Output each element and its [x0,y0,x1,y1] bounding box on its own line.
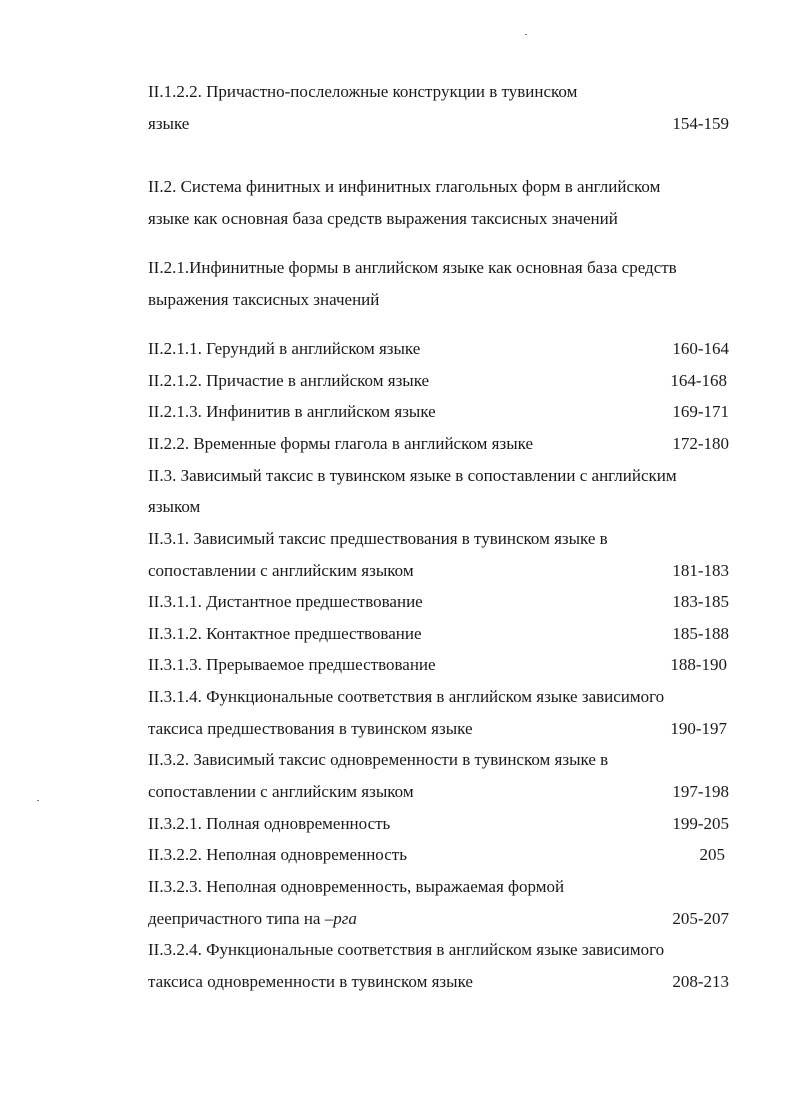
toc-entry-title-cont: сопоставлении с английским языком [148,561,414,580]
toc-page-number: 160-164 [672,339,729,358]
toc-entry-title: II.3.1.1. Дистантное предшествование [148,592,423,611]
toc-entry-title-cont: таксиса одновременности в тувинском языке [148,972,473,991]
toc-page-number: 188-190 [670,655,727,674]
toc-entry-title: II.3.1.4. Функциональные соответствия в английском языке зависимого [148,687,665,706]
toc-entry-title-cont: языке как основная база средств выражения таксисных значений [148,209,618,228]
toc-page-number: 185-188 [672,624,729,643]
toc-entry-title: II.2.2. Временные формы глагола в английском языке [148,434,534,453]
toc-entry-title: II.3.2.4. Функциональные соответствия в английском языке зависимого [148,940,665,959]
toc-page-number: 169-171 [672,402,729,421]
toc-entry-title: II.3.2. Зависимый таксис одновременности в тувинском языке в [148,750,609,769]
toc-entry-suffix-italic: –рга [324,909,357,928]
toc-page-number: 181-183 [672,561,729,580]
toc-entry-title: II.2.1.2. Причастие в английском языке [148,371,430,390]
toc-entry-title: II.1.2.2. Причастно-послеложные конструкции в тувинском [148,82,578,101]
toc-entry-title: II.2.1.Инфинитные формы в английском языке как основная база средств [148,258,677,277]
toc-page-number: 183-185 [672,592,729,611]
toc-page-number: 197-198 [672,782,729,801]
toc-page-number: 199-205 [672,814,729,833]
scan-speck [525,34,527,35]
toc-entry-title: II.3.2.3. Неполная одновременность, выражаемая формой [148,877,565,896]
toc-page-number: 154-159 [672,114,729,133]
toc-entry-title: II.2. Система финитных и инфинитных глагольных форм в английском [148,177,661,196]
scan-speck [37,800,39,801]
toc-page-number: 208-213 [672,972,729,991]
toc-page-number: 190-197 [670,719,727,738]
toc-entry-title-cont: таксиса предшествования в тувинском языке [148,719,473,738]
toc-page-number: 205 [699,845,725,864]
toc-entry-title-cont [148,909,357,929]
toc-entry-title-cont: языком [148,497,201,516]
toc-entry-title-cont: сопоставлении с английским языком [148,782,414,801]
toc-entry-title: II.3.1.3. Прерываемое предшествование [148,655,436,674]
toc-entry-title: II.2.1.1. Герундий в английском языке [148,339,421,358]
toc-page-number: 172-180 [672,434,729,453]
toc-entry-title: II.3.1.2. Контактное предшествование [148,624,422,643]
toc-page-number: 205-207 [672,909,729,928]
toc-page-number: 164-168 [670,371,727,390]
toc-entry-title-cont: языке [148,114,190,133]
toc-entry-title: II.3.2.1. Полная одновременность [148,814,391,833]
toc-entry-title: II.3.2.2. Неполная одновременность [148,845,407,864]
toc-entry-title: II.3. Зависимый таксис в тувинском языке в сопоставлении с английским [148,466,677,485]
toc-entry-title-cont: выражения таксисных значений [148,290,380,309]
toc-entry-title: II.2.1.3. Инфинитив в английском языке [148,402,436,421]
toc-entry-text: деепричастного типа на [148,909,325,928]
toc-entry-title: II.3.1. Зависимый таксис предшествования в тувинском языке в [148,529,608,548]
